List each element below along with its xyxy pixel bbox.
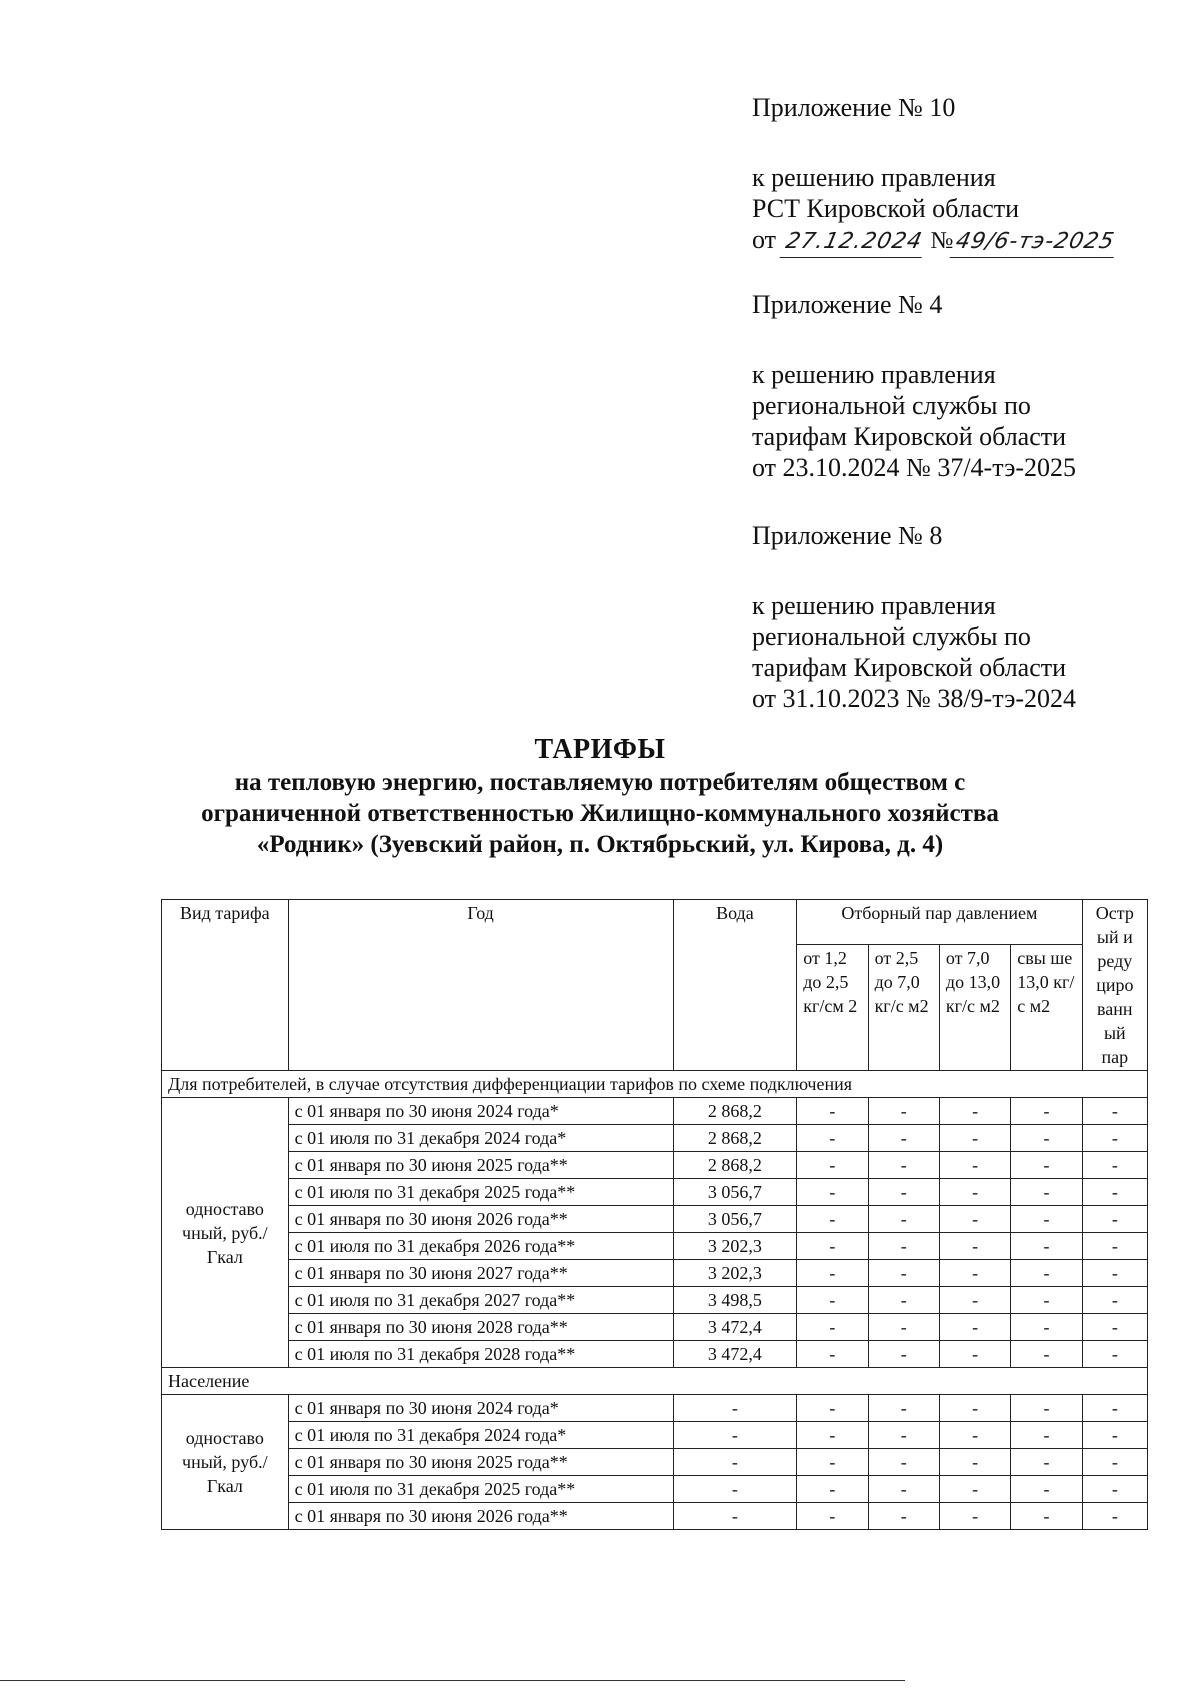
dash-cell: - [868,1179,939,1206]
dash-cell: - [1011,1260,1082,1287]
dash-cell: - [1011,1098,1082,1125]
dash-cell: - [939,1422,1010,1449]
appendix-line: тарифам Кировской области [752,422,1067,451]
dash-cell: - [1011,1395,1082,1422]
header-sub-1: от 1,2 до 2,5 кг/см 2 [797,945,868,1071]
dash-cell: - [1082,1125,1147,1152]
dash-cell: - [1082,1503,1147,1530]
dash-cell: - [1082,1206,1147,1233]
voda-cell: 3 498,5 [673,1287,797,1314]
period-cell: с 01 января по 30 июня 2027 года** [288,1260,673,1287]
period-cell: с 01 июля по 31 декабря 2027 года** [288,1287,673,1314]
period-cell: с 01 января по 30 июня 2024 года* [288,1098,673,1125]
appendix-line: региональной службы по [752,391,1031,420]
dash-cell: - [797,1449,868,1476]
dash-cell: - [939,1314,1010,1341]
dash-cell: - [939,1233,1010,1260]
voda-cell: 3 056,7 [673,1179,797,1206]
title-heading: ТАРИФЫ [534,734,666,765]
date-prefix: от [752,225,783,254]
dash-cell: - [868,1152,939,1179]
header-otbor: Отборный пар давлением [797,900,1082,945]
voda-cell: 2 868,2 [673,1098,797,1125]
voda-cell: 2 868,2 [673,1125,797,1152]
section-label: Население [162,1368,1148,1395]
appendix-4 [752,289,1076,483]
dash-cell: - [797,1179,868,1206]
table-row [162,1395,1148,1422]
dash-cell: - [797,1422,868,1449]
table-row [162,1287,1148,1314]
tariff-type-cell: одноставо чный, руб./Гкал [162,1098,289,1368]
dash-cell: - [1011,1233,1082,1260]
dash-cell: - [797,1395,868,1422]
voda-cell: 3 202,3 [673,1233,797,1260]
dash-cell: - [868,1395,939,1422]
dash-cell: - [1082,1152,1147,1179]
dash-cell: - [797,1098,868,1125]
dash-cell: - [1082,1422,1147,1449]
appendix-to: к решению правления [752,591,996,620]
header-sub-2: от 2,5 до 7,0 кг/с м2 [868,945,939,1071]
dash-cell: - [939,1341,1010,1368]
dash-cell: - [868,1260,939,1287]
handwritten-doc-number: 49/6-тэ-2025 [950,226,1121,258]
header-vid: Вид тарифа [162,900,289,1071]
voda-cell: 3 472,4 [673,1341,797,1368]
header-sub-3: от 7,0 до 13,0 кг/с м2 [939,945,1010,1071]
dash-cell: - [868,1476,939,1503]
appendix-line: от 31.10.2023 № 38/9-тэ-2024 [752,684,1077,713]
table-row [162,1314,1148,1341]
voda-cell: - [673,1395,797,1422]
period-cell: с 01 января по 30 июня 2024 года* [288,1395,673,1422]
period-cell: с 01 июля по 31 декабря 2025 года** [288,1476,673,1503]
voda-cell: 3 056,7 [673,1206,797,1233]
dash-cell: - [1082,1260,1147,1287]
dash-cell: - [797,1260,868,1287]
appendix-line: тарифам Кировской области [752,653,1067,682]
table-row [162,1179,1148,1206]
dash-cell: - [1011,1422,1082,1449]
dash-cell: - [1082,1098,1147,1125]
table-row [162,1422,1148,1449]
dash-cell: - [939,1260,1010,1287]
voda-cell: - [673,1422,797,1449]
dash-cell: - [797,1503,868,1530]
table-row [162,1152,1148,1179]
dash-cell: - [1011,1287,1082,1314]
dash-cell: - [868,1125,939,1152]
dash-cell: - [868,1287,939,1314]
appendix-to: к решению правления [752,360,996,389]
dash-cell: - [868,1098,939,1125]
tariff-type-cell: одноставо чный, руб./Гкал [162,1395,289,1530]
voda-cell: 3 472,4 [673,1314,797,1341]
dash-cell: - [939,1503,1010,1530]
dash-cell: - [939,1287,1010,1314]
dash-cell: - [1082,1395,1147,1422]
header-ostr: Остр ый и реду циро ванн ый пар [1082,900,1147,1071]
title-line: ограниченной ответственностью Жилищно-коммунального хозяйства [201,800,999,827]
header-god: Год [288,900,673,1071]
dash-cell: - [939,1179,1010,1206]
voda-cell: 3 202,3 [673,1260,797,1287]
dash-cell: - [1011,1206,1082,1233]
period-cell: с 01 января по 30 июня 2025 года** [288,1449,673,1476]
table-row [162,1476,1148,1503]
appendix-to: к решению правления [752,163,996,192]
period-cell: с 01 января по 30 июня 2025 года** [288,1152,673,1179]
section-row [162,1071,1148,1098]
tariffs-table-body [162,1071,1148,1530]
appendix-8 [752,520,1076,714]
dash-cell: - [939,1152,1010,1179]
dash-cell: - [1011,1449,1082,1476]
table-row [162,1341,1148,1368]
period-cell: с 01 января по 30 июня 2028 года** [288,1314,673,1341]
title-line: на тепловую энергию, поставляемую потребителям обществом с [234,769,966,796]
period-cell: с 01 июля по 31 декабря 2028 года** [288,1341,673,1368]
tariffs-table [161,899,1148,1530]
header-voda: Вода [673,900,797,1071]
appendix-number: Приложение № 4 [752,290,943,319]
document-title [0,733,1200,860]
appendix-body: РСТ Кировской области [752,194,1020,223]
dash-cell: - [797,1125,868,1152]
dash-cell: - [797,1476,868,1503]
table-row [162,1125,1148,1152]
dash-cell: - [1082,1287,1147,1314]
dash-cell: - [797,1341,868,1368]
appendix-number: Приложение № 8 [752,521,943,550]
period-cell: с 01 июля по 31 декабря 2024 года* [288,1125,673,1152]
footer-rule [0,1680,905,1681]
voda-cell: 2 868,2 [673,1152,797,1179]
dash-cell: - [797,1206,868,1233]
dash-cell: - [797,1314,868,1341]
appendix-number: Приложение № 10 [752,93,956,122]
period-cell: с 01 января по 30 июня 2026 года** [288,1503,673,1530]
dash-cell: - [1011,1476,1082,1503]
dash-cell: - [939,1476,1010,1503]
section-row [162,1368,1148,1395]
dash-cell: - [1082,1233,1147,1260]
dash-cell: - [797,1152,868,1179]
appendix-10 [752,92,1118,258]
dash-cell: - [868,1233,939,1260]
title-line: «Родник» (Зуевский район, п. Октябрьский, ул. Кирова, д. 4) [256,831,944,858]
period-cell: с 01 июля по 31 декабря 2024 года* [288,1422,673,1449]
dash-cell: - [939,1098,1010,1125]
voda-cell: - [673,1449,797,1476]
table-row [162,1098,1148,1125]
voda-cell: - [673,1476,797,1503]
dash-cell: - [1082,1314,1147,1341]
appendix-date-line [752,224,1118,258]
dash-cell: - [868,1449,939,1476]
dash-cell: - [1082,1341,1147,1368]
number-sign: № [924,228,954,254]
dash-cell: - [797,1233,868,1260]
dash-cell: - [1011,1179,1082,1206]
section-label: Для потребителей, в случае отсутствия дифференциации тарифов по схеме подключения [162,1071,1148,1098]
dash-cell: - [939,1125,1010,1152]
appendix-line: региональной службы по [752,622,1031,651]
period-cell: с 01 января по 30 июня 2026 года** [288,1206,673,1233]
dash-cell: - [1011,1314,1082,1341]
appendix-line: от 23.10.2024 № 37/4-тэ-2025 [752,453,1077,482]
dash-cell: - [1082,1179,1147,1206]
dash-cell: - [868,1503,939,1530]
dash-cell: - [939,1206,1010,1233]
table-row [162,1260,1148,1287]
dash-cell: - [1011,1125,1082,1152]
dash-cell: - [868,1314,939,1341]
table-row [162,1233,1148,1260]
table-row [162,1206,1148,1233]
period-cell: с 01 июля по 31 декабря 2025 года** [288,1179,673,1206]
table-row [162,1449,1148,1476]
table-row [162,1503,1148,1530]
dash-cell: - [939,1449,1010,1476]
header-sub-4: свы ше 13,0 кг/с м2 [1011,945,1082,1071]
dash-cell: - [1011,1152,1082,1179]
voda-cell: - [673,1503,797,1530]
dash-cell: - [868,1206,939,1233]
dash-cell: - [1082,1449,1147,1476]
dash-cell: - [797,1287,868,1314]
dash-cell: - [939,1395,1010,1422]
handwritten-date: 27.12.2024 [779,226,928,258]
period-cell: с 01 июля по 31 декабря 2026 года** [288,1233,673,1260]
dash-cell: - [1082,1476,1147,1503]
dash-cell: - [1011,1503,1082,1530]
dash-cell: - [868,1341,939,1368]
dash-cell: - [868,1422,939,1449]
dash-cell: - [1011,1341,1082,1368]
